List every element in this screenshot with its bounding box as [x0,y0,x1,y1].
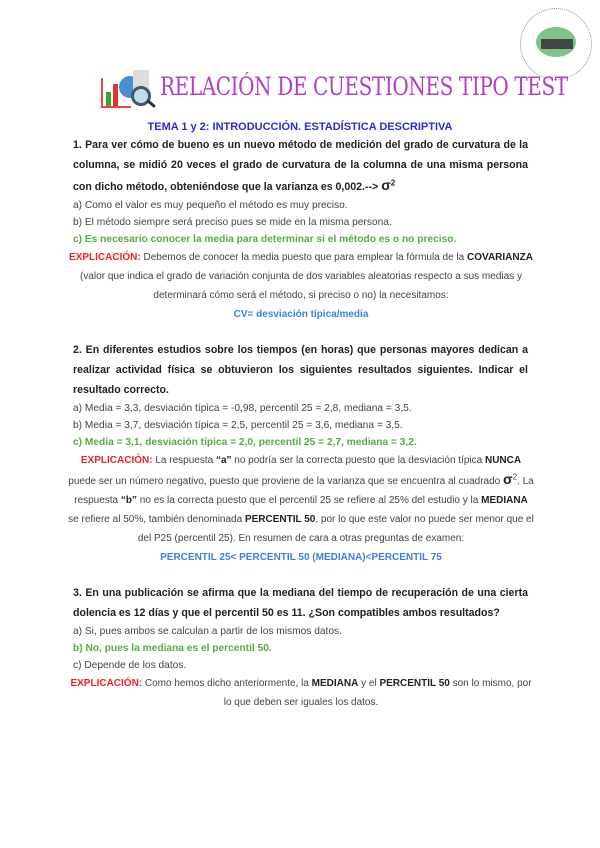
q3-explanation [68,674,534,712]
q1-option-a: a) Como el valor es muy pequeño el método es muy preciso. [73,200,348,211]
q3-option-b-correct: b) No, pues la mediana es el percentil 50. [73,643,272,654]
text-bold: COVARIANZA [467,252,533,263]
question-3: 3. En una publicación se afirma que la mediana del tiempo de recuperación de una cierta dolencia es 12 días y que el percentil 50 es 11. ¿Son compatibles ambos resultados? [73,587,528,619]
question-1 [73,135,528,197]
question-2: 2. En diferentes estudios sobre los tiempos (en horas) que personas mayores dedican a realizar actividad física se obtuvieron los siguientes resultados siguientes. Indicar el resultado correcto. [73,344,528,396]
text-bold: NUNCA [484,455,522,466]
text-bold: PERCENTIL 50 [244,514,316,525]
stamp-logo [520,8,592,80]
q3-option-c: c) Depende de los datos. [73,660,187,671]
superscript: 2 [390,178,396,188]
q2-option-a: a) Media = 3,3, desviación típica = -0,98, percentil 25 = 2,8, mediana = 3,5. [73,403,412,414]
superscript: 2 [512,472,518,482]
text: puede ser un número negativo, puesto que proviene de la varianza que se encuentra al cuadrado [68,476,504,487]
content [68,119,534,712]
text: no podría ser la correcta puesto que la desviación típica [231,455,485,466]
q1-explanation [68,248,534,324]
text: La respuesta [152,455,216,466]
text-bold: MEDIANA [311,678,359,689]
q1-option-c-correct: c) Es necesario conocer la media para determinar si el método es o no preciso. [73,234,457,245]
text-bold: “a” [215,455,232,466]
q2-option-c-correct: c) Media = 3,1, desviación típica = 2,0, percentil 25 = 2,7, mediana = 3,2. [73,437,417,448]
formula: PERCENTIL 25< PERCENTIL 50 (MEDIANA)<PERCENTIL 75 [160,552,442,563]
text: y el [358,678,380,689]
stats-illustration-icon [101,70,159,112]
text: . La respuesta [74,476,534,506]
section-subtitle: TEMA 1 y 2: INTRODUCCIÓN. ESTADÍSTICA DESCRIPTIVA [147,121,453,133]
text-bold: “b” [120,495,138,506]
explanation-label: EXPLICACIÓN: [80,455,153,466]
text: no es la correcta puesto que el percentil 25 se refiere al 25% del estudio y la [137,495,482,506]
q3-option-a: a) Si, pues ambos se calculan a partir de los mismos datos. [73,626,342,637]
text: son lo mismo, por lo que deben ser iguales los datos. [223,678,532,708]
text: Debemos de conocer la media puesto que para emplear la fórmula de la [140,252,468,263]
q2-explanation [68,451,534,567]
sigma-symbol: σ [381,177,391,193]
text: (valor que indica el grado de variación conjunta de dos variables aleatorias respecto a sus medias y determinará cómo será el método, si preciso o no) la necesitamos: [80,271,522,301]
q2-option-b: b) Media = 3,7, desviación típica = 2,5, percentil 25 = 3,6, mediana = 3,5. [73,420,403,431]
text: se refiere al 50%, también denominada [68,514,245,525]
explanation-label: EXPLICACIÓN: [70,678,143,689]
q1-option-b: b) El método siempre será preciso pues se mide en la misma persona. [73,217,392,228]
text-bold: MEDIANA [481,495,528,506]
text: , por lo que este valor no puede ser menor que el del P25 (percentil 25). En resumen de cara a otras preguntas de examen: [137,514,534,544]
question-1-text: 1. Para ver cómo de bueno es un nuevo método de medición del grado de curvatura de la columna, se midió 20 veces el grado de curvatura de la columna de una misma persona con dicho método, obteniéndose que la varianza es 0,002.--> [73,139,528,193]
formula: CV= desviación típica/media [233,309,369,320]
page-title: RELACIÓN DE CUESTIONES TIPO TEST [160,72,568,101]
text-bold: PERCENTIL 50 [379,678,450,689]
text: Como hemos dicho anteriormente, la [142,678,312,689]
sigma-symbol: σ [503,471,513,487]
explanation-label: EXPLICACIÓN: [69,252,141,263]
